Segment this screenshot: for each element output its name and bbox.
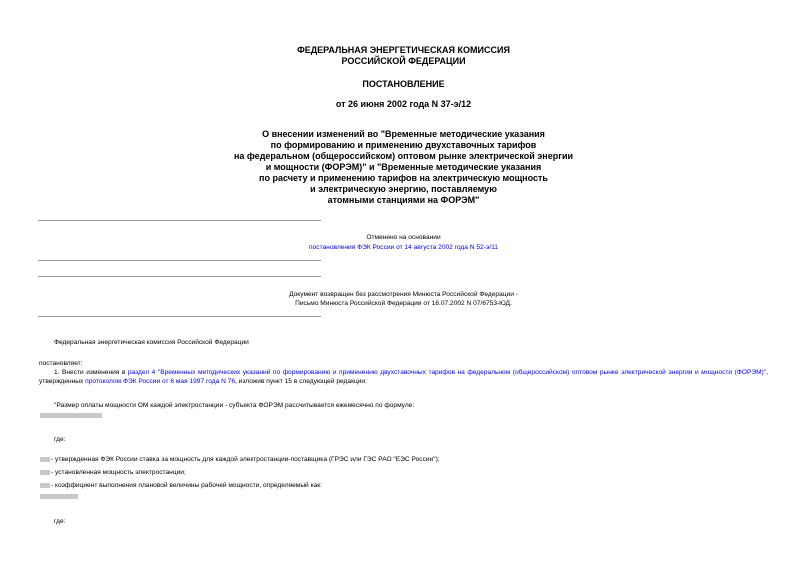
title-line: и мощности (ФОРЭМ)" и "Временные методические указания: [265, 162, 542, 172]
definition-capacity: - установленная мощность электростанции;: [51, 469, 186, 476]
returned-note-line1: Документ возвращен без рассмотрения Минюста Российской Федерации -: [289, 291, 518, 298]
quote-text: "Размер оплаты мощности ОМ каждой электростанции - субъекта ФОРЭМ рассчитывается ежемесячно по формуле:: [54, 402, 415, 409]
title-line: на федеральном (общероссийском) оптовом рынке электрической энергии: [233, 151, 574, 161]
formula-symbol: [40, 483, 50, 488]
definition-rate: - утвержденная ФЭК России ставка за мощность для каждой электростанции-поставщика (ГРЭС или ГЭС РАО "ЕЭС России");: [51, 456, 440, 463]
definition-coefficient: - коэффициент выполнения плановой величины рабочей мощности, определяемый как:: [51, 482, 322, 489]
where-label: где:: [54, 436, 66, 443]
title-line: по формированию и применению двухставочных тарифов: [270, 140, 537, 150]
divider: [38, 276, 321, 277]
title-line: атомными станциями на ФОРЭМ": [327, 195, 480, 205]
guidelines-link[interactable]: "Временных методических указаний по формированию и применению двухставочных тарифов на федеральном (общероссийском) оптовом рынке электрической энергии и мощности (ФОРЭМ)": [157, 369, 767, 376]
returned-note-line2: Письмо Минюста Российской Федерации от 16.07.2002 N 07/6753-ЮД.: [295, 300, 512, 307]
title-line: О внесении изменений во "Временные методические указания: [262, 129, 545, 139]
title-line: по расчету и применению тарифов на электрическую мощность: [259, 173, 548, 183]
item-1-prefix: 1. Внести изменения в: [54, 369, 126, 376]
divider: [38, 260, 321, 261]
item-1-suffix: , изложив пункт 15 в следующей редакции:: [235, 378, 367, 385]
where-label: где:: [54, 518, 66, 525]
section-4-link[interactable]: раздел 4: [127, 369, 156, 376]
org-name-line1: ФЕДЕРАЛЬНАЯ ЭНЕРГЕТИЧЕСКАЯ КОМИССИЯ: [297, 45, 510, 55]
title-line: и электрическую энергию, поставляемую: [310, 184, 497, 194]
cancelled-link[interactable]: постановления ФЭК России от 14 августа 2002 года N 52-э/11: [309, 244, 498, 251]
resolves-text: постановляет:: [39, 360, 83, 367]
item-1-paragraph: [39, 368, 768, 386]
divider: [38, 316, 321, 317]
doc-date: от 26 июня 2002 года N 37-э/12: [335, 99, 472, 109]
cancelled-note: Отменено на основании: [366, 234, 441, 241]
formula-image: [40, 413, 102, 418]
org-name-line2: РОССИЙСКОЙ ФЕДЕРАЦИИ: [341, 56, 466, 66]
issuer-text: Федеральная энергетическая комиссия Российской Федерации: [54, 339, 249, 346]
doc-type: ПОСТАНОВЛЕНИЕ: [362, 79, 445, 89]
item-1-mid: , утвержденных: [39, 369, 768, 385]
divider: [38, 220, 321, 221]
formula-symbol: [40, 470, 50, 475]
formula-symbol: [40, 457, 50, 462]
protocol-link[interactable]: протоколом ФЭК России от 6 мая 1997 года N 76: [85, 378, 236, 385]
formula-image: [40, 494, 78, 499]
